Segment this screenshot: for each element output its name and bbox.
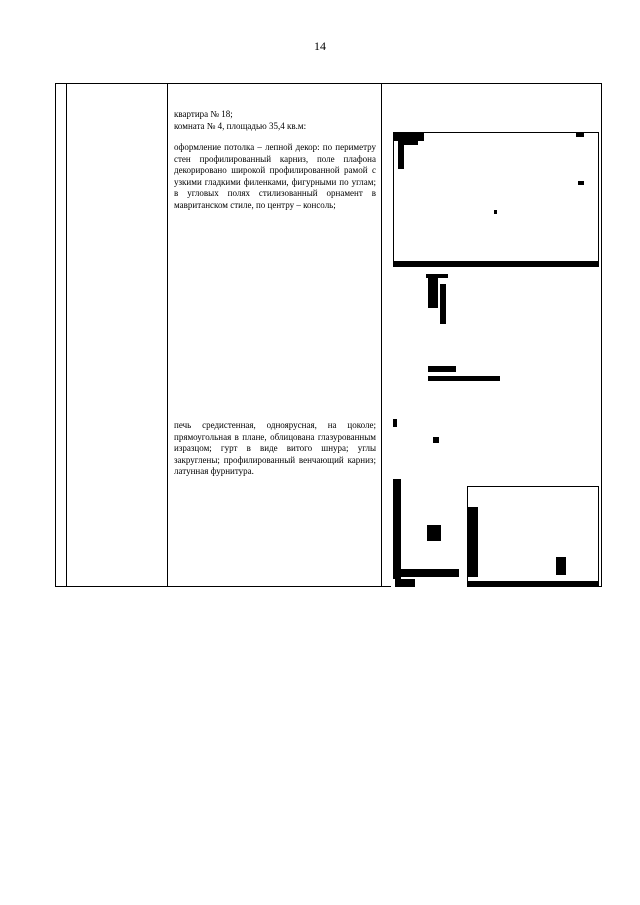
stove-detail-photo [467,486,599,587]
stove-description [174,420,376,478]
ceiling-text: оформление потолка – лепной декор: по периметру стен профилированный карниз, поле плафона декорировано широкой профилированной рамой с узкими гладкими филенками, фигурными по углам; в угловых полях стилизованный орнамент в мавританском стиле, по центру – консоль; [174,142,376,210]
ceiling-description [174,142,376,211]
stove-photo [391,419,467,587]
stove-text: печь средистенная, одноярусная, на цоколе; прямоугольная в плане, облицована глазурованным изразцом; гурт в виде витого шнура; углы закруглены; профилированный венчающий карниз; латунная фурнитура. [174,420,376,476]
column-divider [381,84,382,586]
apartment-label: квартира № 18; [174,109,233,119]
page-number: 14 [314,39,326,53]
column-divider [66,84,67,586]
room-label: комната № 4, площадью 35,4 кв.м: [174,120,307,131]
objects-table [55,83,602,587]
column-divider [167,84,168,586]
ceiling-photo [393,132,599,267]
ceiling-detail-photo [424,274,504,389]
room-heading [174,109,376,132]
